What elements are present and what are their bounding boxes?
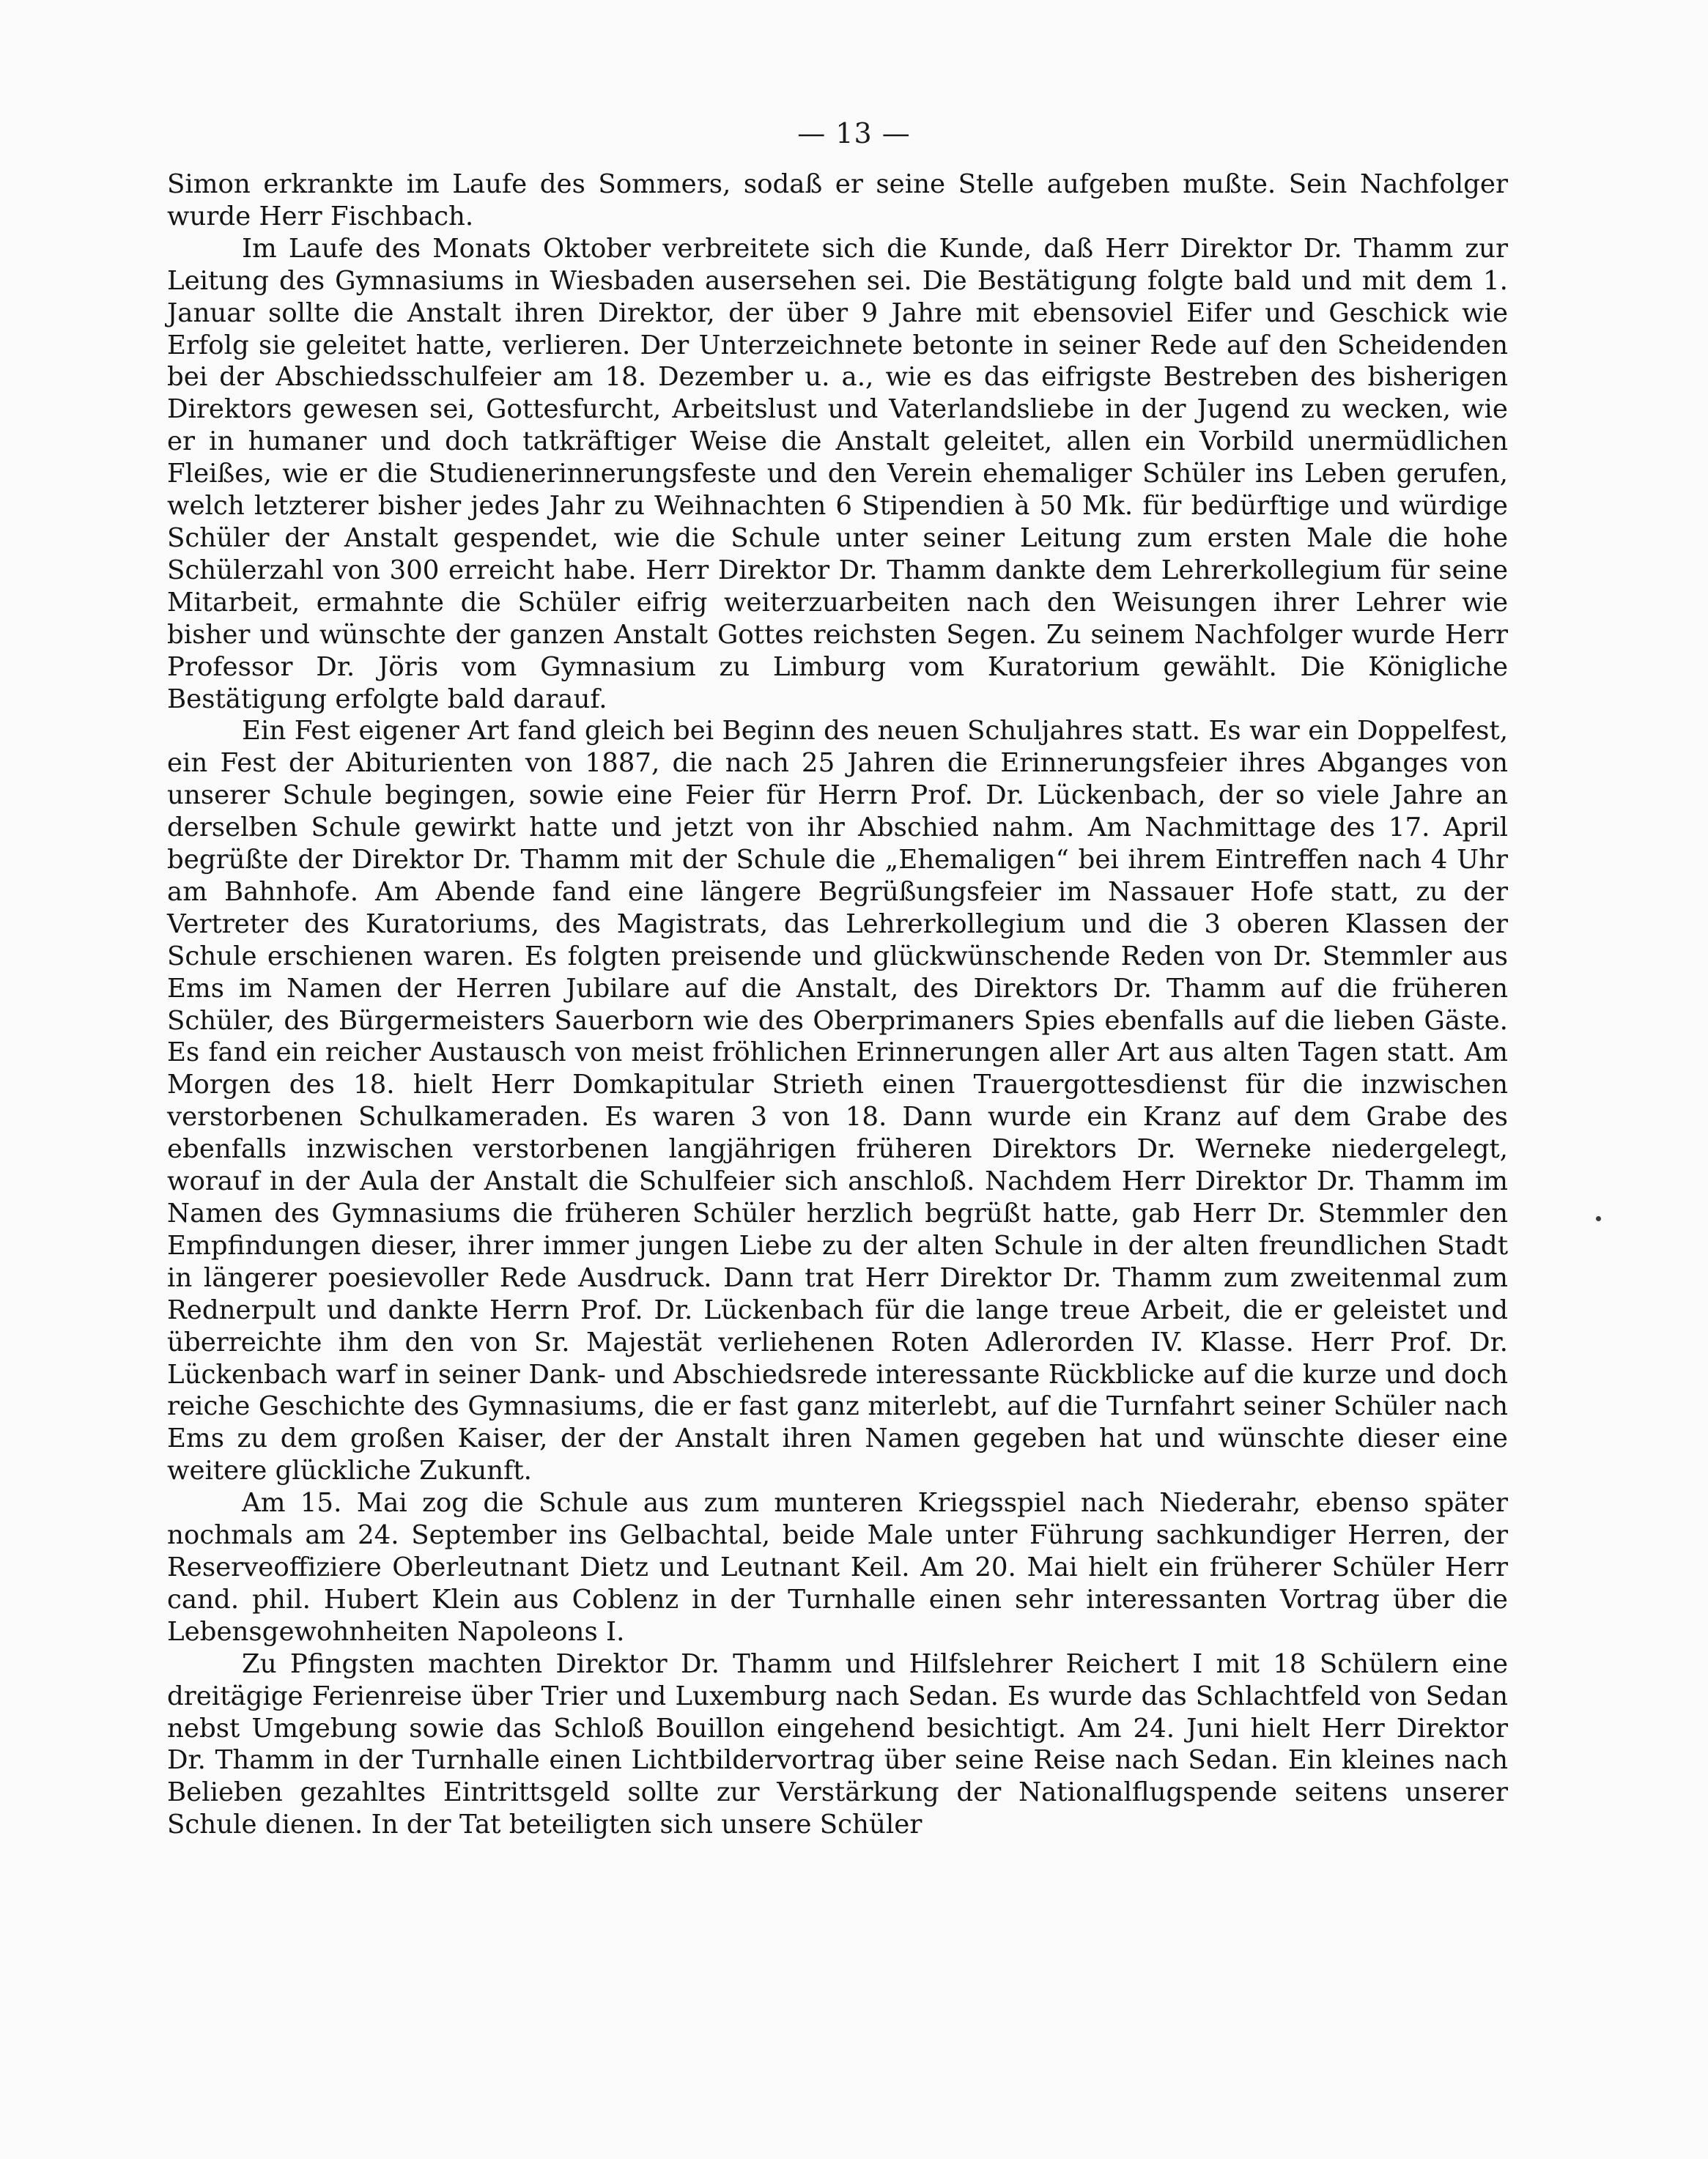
paragraph-simon-illness: Simon erkrankte im Laufe des Sommers, sodaß er seine Stelle aufgeben mußte. Sein Nachfolger wurde Herr Fischbach. bbox=[167, 169, 1508, 232]
ink-speck bbox=[1596, 1216, 1601, 1221]
paragraph-alumni-festival: Ein Fest eigener Art fand gleich bei Beginn des neuen Schuljahres statt. Es war ein Doppelfest, ein Fest der Abiturienten von 1887, die nach 25 Jahren die Erinnerungsfeier ihres Abganges von unserer Schule begingen, sowie eine Feier für Herrn Prof. Dr. Lückenbach, der so viele Jahre an derselben Schule gewirkt hatte und jetzt von ihr Abschied nahm. Am Nachmittage des 17. April begrüßte der Direktor Dr. Thamm mit der Schule die „Ehemaligen“ bei ihrem Eintreffen nach 4 Uhr am Bahnhofe. Am Abende fand eine längere Begrüßungsfeier im Nassauer Hofe statt, zu der Vertreter des Kuratoriums, des Magistrats, das Lehrerkollegium und die 3 oberen Klassen der Schule erschienen waren. Es folgten preisende und glückwünschende Reden von Dr. Stemmler aus Ems im Namen der Herren Jubilare auf die Anstalt, des Direktors Dr. Thamm auf die früheren Schüler, des Bürgermeisters Sauerborn wie des Oberprimaners Spies ebenfalls auf die lieben Gäste. Es fand ein reicher Austausch von meist fröhlichen Erinnerungen aller Art aus alten Tagen statt. Am Morgen des 18. hielt Herr Domkapitular Strieth einen Trauergottesdienst für die inzwischen verstorbenen Schulkameraden. Es waren 3 von 18. Dann wurde ein Kranz auf dem Grabe des ebenfalls inzwischen verstorbenen langjährigen früheren Direktors Dr. Werneke niedergelegt, worauf in der Aula der Anstalt die Schulfeier sich anschloß. Nachdem Herr Direktor Dr. Thamm im Namen des Gymnasiums die früheren Schüler herzlich begrüßt hatte, gab Herr Dr. Stemmler den Empfindungen dieser, ihrer immer jungen Liebe zu der alten Schule in der alten freundlichen Stadt in längerer poesievoller Rede Ausdruck. Dann trat Herr Direktor Dr. Thamm zum zweitenmal zum Rednerpult und dankte Herrn Prof. Dr. Lückenbach für die lange treue Arbeit, die er geleistet und überreichte ihm den von Sr. Majestät verliehenen Roten Adlerorden IV. Klasse. Herr Prof. Dr. Lückenbach warf in seiner Dank- und Abschiedsrede interessante Rückblicke auf die kurze und doch reiche Geschichte des Gymnasiums, die er fast ganz miterlebt, auf die Turnfahrt seiner Schüler nach Ems zu dem großen Kaiser, der der Anstalt ihren Namen gegeben hat und wünschte dieser eine weitere glückliche Zukunft. bbox=[167, 716, 1508, 1486]
body-text bbox=[167, 169, 1508, 1841]
paragraph-director-departure: Im Laufe des Monats Oktober verbreitete sich die Kunde, daß Herr Direktor Dr. Thamm zur Leitung des Gymnasiums in Wiesbaden ausersehen sei. Die Bestätigung folgte bald und mit dem 1. Januar sollte die Anstalt ihren Direktor, der über 9 Jahre mit ebensoviel Eifer und Geschick wie Erfolg sie geleitet hatte, verlieren. Der Unterzeichnete betonte in seiner Rede auf den Scheidenden bei der Abschiedsschulfeier am 18. Dezember u. a., wie es das eifrigste Bestreben des bisherigen Direktors gewesen sei, Gottesfurcht, Arbeitslust und Vaterlandsliebe in der Jugend zu wecken, wie er in humaner und doch tatkräftiger Weise die Anstalt geleitet, allen ein Vorbild unermüdlichen Fleißes, wie er die Studienerinnerungsfeste und den Verein ehemaliger Schüler ins Leben gerufen, welch letzterer bisher jedes Jahr zu Weihnachten 6 Stipendien à 50 Mk. für bedürftige und würdige Schüler der Anstalt gespendet, wie die Schule unter seiner Leitung zum ersten Male die hohe Schülerzahl von 300 erreicht habe. Herr Direktor Dr. Thamm dankte dem Lehrerkollegium für seine Mitarbeit, ermahnte die Schüler eifrig weiterzuarbeiten nach den Weisungen ihrer Lehrer wie bisher und wünschte der ganzen Anstalt Gottes reichsten Segen. Zu seinem Nachfolger wurde Herr Professor Dr. Jöris vom Gymnasium zu Limburg vom Kuratorium gewählt. Die Königliche Bestätigung erfolgte bald darauf. bbox=[167, 233, 1508, 714]
paragraph-war-game-lecture: Am 15. Mai zog die Schule aus zum munteren Kriegsspiel nach Niederahr, ebenso später nochmals am 24. September ins Gelbachtal, beide Male unter Führung sachkundiger Herren, der Reserveoffiziere Oberleutnant Dietz und Leutnant Keil. Am 20. Mai hielt ein früherer Schüler Herr cand. phil. Hubert Klein aus Coblenz in der Turnhalle einen sehr interessanten Vortrag über die Lebensgewohnheiten Napoleons I. bbox=[167, 1488, 1508, 1647]
paragraph-sedan-trip: Zu Pfingsten machten Direktor Dr. Thamm und Hilfslehrer Reichert I mit 18 Schülern eine dreitägige Ferienreise über Trier und Luxemburg nach Sedan. Es wurde das Schlachtfeld von Sedan nebst Umgebung sowie das Schloß Bouillon eingehend besichtigt. Am 24. Juni hielt Herr Direktor Dr. Thamm in der Turnhalle einen Lichtbildervortrag über seine Reise nach Sedan. Ein kleines nach Belieben gezahltes Eintrittsgeld sollte zur Verstärkung der Nationalflugspende seitens unserer Schule dienen. In der Tat beteiligten sich unsere Schüler bbox=[167, 1648, 1508, 1840]
page-number: — 13 — bbox=[797, 117, 911, 149]
